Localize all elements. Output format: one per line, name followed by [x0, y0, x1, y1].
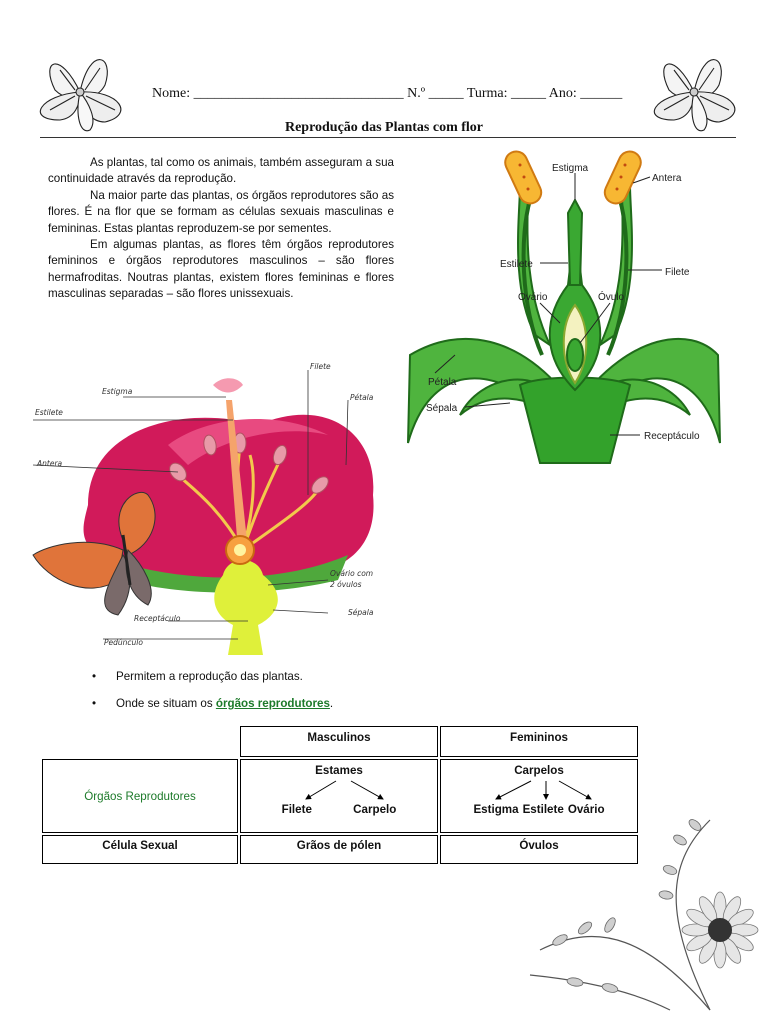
row-label-celula: Célula Sexual [42, 835, 238, 864]
left-label-sepala: Sépala [348, 608, 374, 617]
estames-carpelo: Carpelo [353, 803, 397, 816]
estames-arrows [241, 777, 437, 803]
bullet-list [92, 670, 333, 724]
carpelos-estigma: Estigma [473, 803, 519, 816]
decorative-vine-icon [520, 800, 765, 1015]
header-femininos: Femininos [440, 726, 638, 757]
nome-field[interactable]: ______________________________ [193, 86, 404, 101]
carpelos-estilete: Estilete [522, 803, 564, 816]
title-divider [40, 137, 736, 138]
right-label-estilete: Estilete [500, 259, 533, 270]
flower-structure-diagram [400, 145, 730, 470]
orgaos-reprodutores-link[interactable]: órgãos reprodutores [215, 697, 330, 710]
right-label-estigma: Estigma [552, 163, 589, 174]
right-label-ovulo: Óvulo [598, 292, 625, 303]
intro-text [48, 155, 394, 303]
carpelos-label: Carpelos [514, 764, 564, 777]
estames-label: Estames [315, 764, 363, 777]
header-masculinos: Masculinos [240, 726, 438, 757]
left-label-ovario: Ovário com [330, 569, 374, 578]
left-label-pedunculo: Pedúnculo [104, 638, 143, 647]
right-label-ovario: Ovário [518, 292, 548, 303]
page-title: Reprodução das Plantas com flor [284, 120, 484, 135]
right-label-receptaculo: Receptáculo [644, 431, 700, 442]
numero-label: N.º [407, 86, 426, 101]
right-label-sepala: Sépala [426, 403, 458, 414]
estames-filete: Filete [281, 803, 312, 816]
bullet-item-1: • Permitem a reprodução das plantas. [92, 670, 333, 697]
left-label-filete: Filete [310, 362, 331, 371]
ano-label: Ano: [548, 86, 577, 101]
paragraph-3: Em algumas plantas, as flores têm órgãos reprodutores femininos e órgãos reprodutores masculinos – são flores hermafroditas. Noutras plantas, existem flores femininas e flores masculinas separadas – são flores unissexuais. [48, 238, 394, 301]
nome-label: Nome: [152, 86, 191, 101]
cell-graos-polen: Grãos de pólen [240, 835, 438, 864]
flower-illustration [28, 355, 388, 655]
bullet-item-2: • Onde se situam os órgãos reprodutores . [92, 697, 333, 724]
cell-ovulos: Óvulos [440, 835, 638, 864]
right-label-antera: Antera [652, 173, 682, 184]
left-label-estilete: Estilete [35, 408, 63, 417]
turma-label: Turma: [466, 86, 508, 101]
row-label-orgaos: Órgãos Reprodutores [42, 759, 238, 833]
numero-field[interactable]: _____ [428, 86, 464, 101]
right-label-petala: Pétala [428, 377, 457, 388]
bullet-text-2-prefix: Onde se situam os [116, 697, 216, 710]
left-label-antera: Antera [37, 459, 63, 468]
bullet-text-1: Permitem a reprodução das plantas. [116, 670, 303, 683]
right-label-filete: Filete [665, 267, 690, 278]
left-label-petala: Pétala [350, 393, 374, 402]
paragraph-1: As plantas, tal como os animais, também asseguram a sua continuidade através da reprodução. [48, 156, 394, 186]
empty-corner-cell [42, 726, 238, 757]
name-line [152, 86, 622, 102]
paragraph-2: Na maior parte das plantas, os órgãos reprodutores são as flores. É na flor que se formam as células sexuais masculinas e femininas. Estas plantas reproduzem-se por sementes. [48, 188, 394, 235]
bullet-text-2-suffix: . [329, 697, 334, 710]
daisy-icon [682, 892, 758, 968]
cell-estames [240, 759, 438, 833]
turma-field[interactable]: _____ [511, 86, 547, 101]
carpelos-ovario: Ovário [567, 803, 605, 816]
left-label-receptaculo: Receptáculo [134, 614, 181, 623]
left-label-ovario-2: 2 óvulos [330, 580, 362, 589]
ano-field[interactable]: ______ [580, 86, 623, 101]
left-label-estigma: Estigma [102, 387, 133, 396]
